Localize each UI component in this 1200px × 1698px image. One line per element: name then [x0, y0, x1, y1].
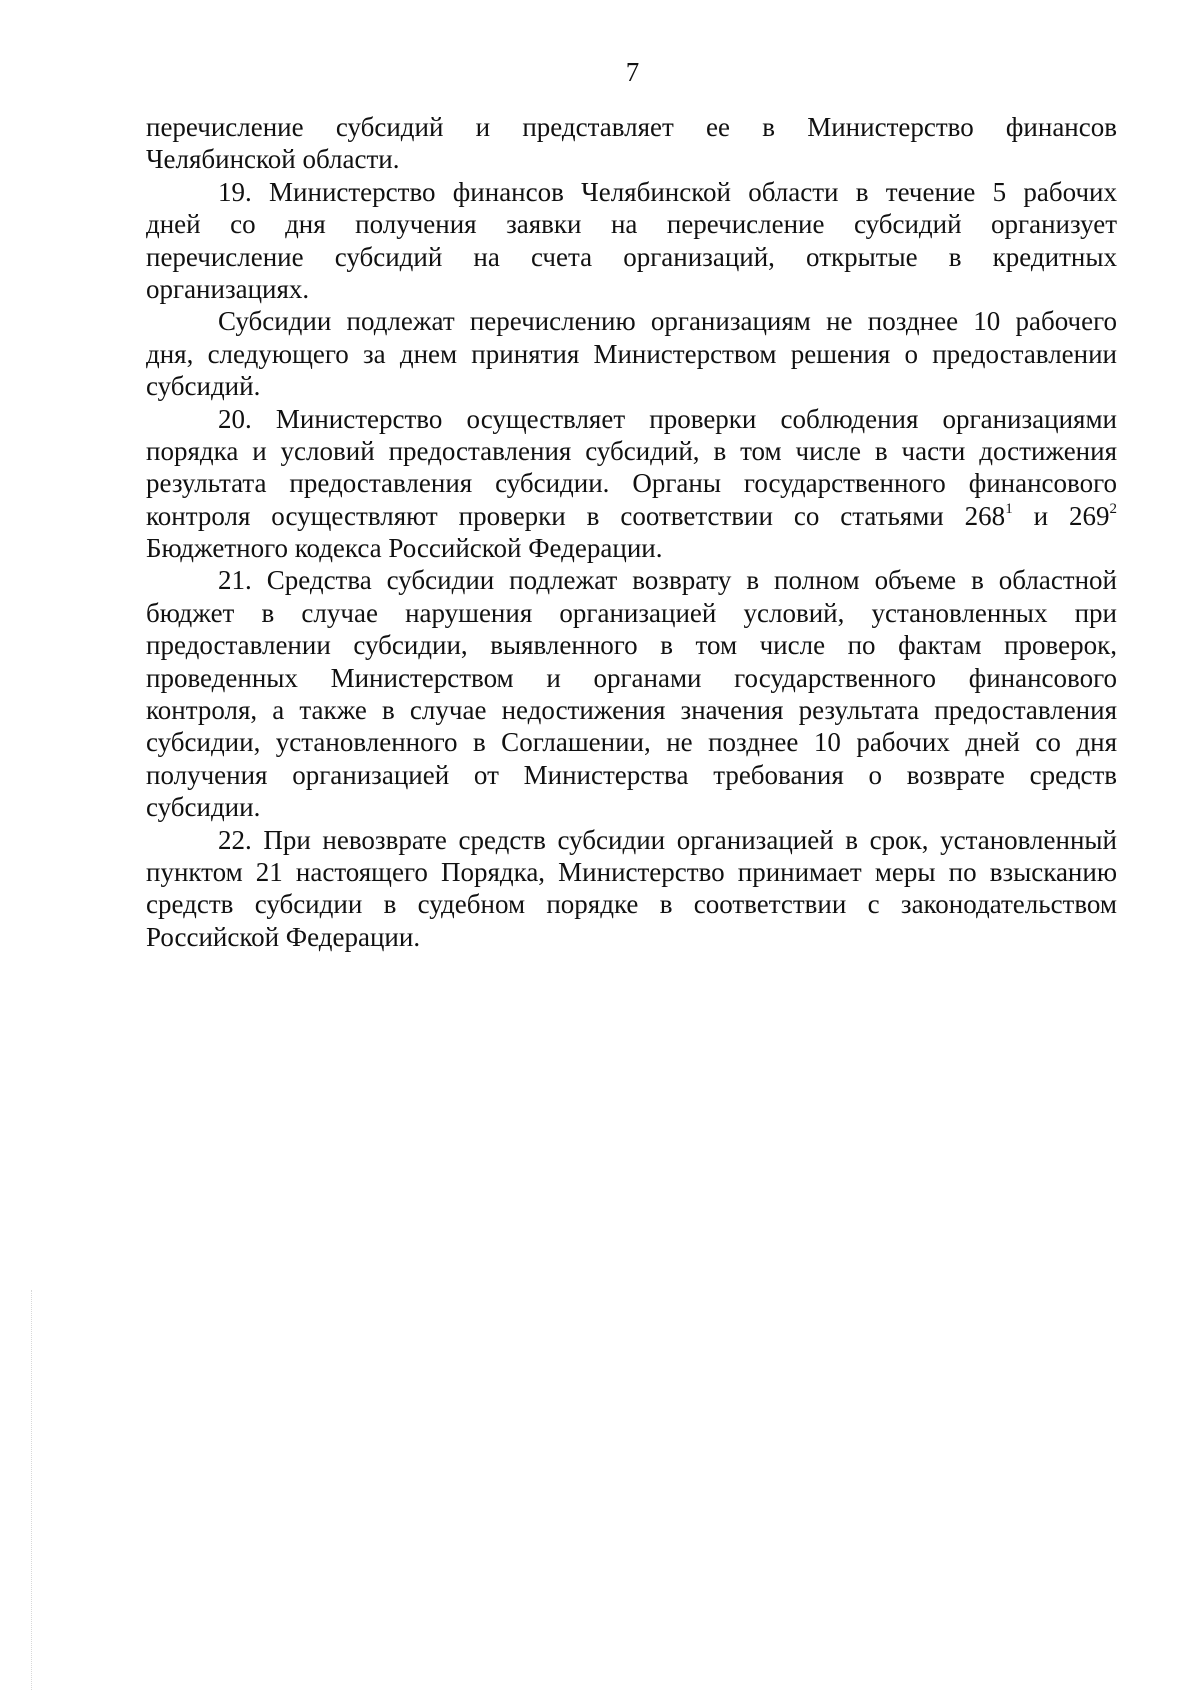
text-line: перечисление субсидий и представляет ее в Министерство финансов — [146, 112, 1117, 142]
text-line: результата предоставления субсидии. Органы государственного финансового — [146, 468, 1117, 499]
text-line: бюджет в случае нарушения организацией условий, установленных при — [146, 597, 1117, 628]
superscript: 1 — [1005, 500, 1013, 517]
text-line: предоставлении субсидии, выявленного в том числе по фактам проверок, — [146, 630, 1117, 661]
text-line: Бюджетного кодекса Российской Федерации. — [146, 533, 663, 564]
text-line: получения организацией от Министерства требования о возврате средств — [146, 759, 1117, 790]
text-line: контроля, а также в случае недостижения значения результата предоставления — [146, 695, 1117, 726]
scan-margin-mark — [31, 1290, 33, 1690]
paragraph-22-line: 22. При невозврате средств субсидии организацией в срок, установленный — [218, 824, 1117, 855]
text-line: пунктом 21 настоящего Порядка, Министерство принимает меры по взысканию — [146, 856, 1117, 887]
text-line: перечисление субсидий на счета организаций, открытые в кредитных — [146, 241, 1117, 272]
text-line: организациях. — [146, 273, 310, 304]
document-body — [146, 111, 1117, 953]
text-line: дней со дня получения заявки на перечисление субсидий организует — [146, 209, 1117, 240]
text-line-with-superscripts — [146, 500, 1117, 532]
text-line: Российской Федерации. — [146, 921, 421, 952]
text-line: средств субсидии в судебном порядке в соответствии с законодательством — [146, 889, 1117, 920]
paragraph-19-line: 19. Министерство финансов Челябинской области в течение 5 рабочих — [218, 176, 1117, 207]
paragraph-20-line: 20. Министерство осуществляет проверки соблюдения организациями — [218, 403, 1117, 434]
text-line: порядка и условий предоставления субсидий, в том числе в части достижения — [146, 435, 1117, 466]
page-number: 7 — [625, 57, 640, 87]
text-line: дня, следующего за днем принятия Министерством решения о предоставлении — [146, 338, 1117, 369]
text-line: субсидии, установленного в Соглашении, не позднее 10 рабочих дней со дня — [146, 727, 1117, 758]
paragraph-21-line: 21. Средства субсидии подлежат возврату в полном объеме в областной — [218, 565, 1117, 596]
subsidies-paragraph-line: Субсидии подлежат перечислению организациям не позднее 10 рабочего — [218, 306, 1117, 337]
text-segment: контроля осуществляют проверки в соответствии со статьями 268 — [146, 500, 1006, 531]
text-line: Челябинской области. — [146, 144, 400, 175]
text-line: субсидии. — [146, 792, 261, 823]
text-segment: и 269 — [1012, 500, 1110, 531]
text-line: проведенных Министерством и органами государственного финансового — [146, 662, 1117, 693]
text-line: субсидий. — [146, 371, 261, 402]
superscript: 2 — [1109, 500, 1118, 517]
